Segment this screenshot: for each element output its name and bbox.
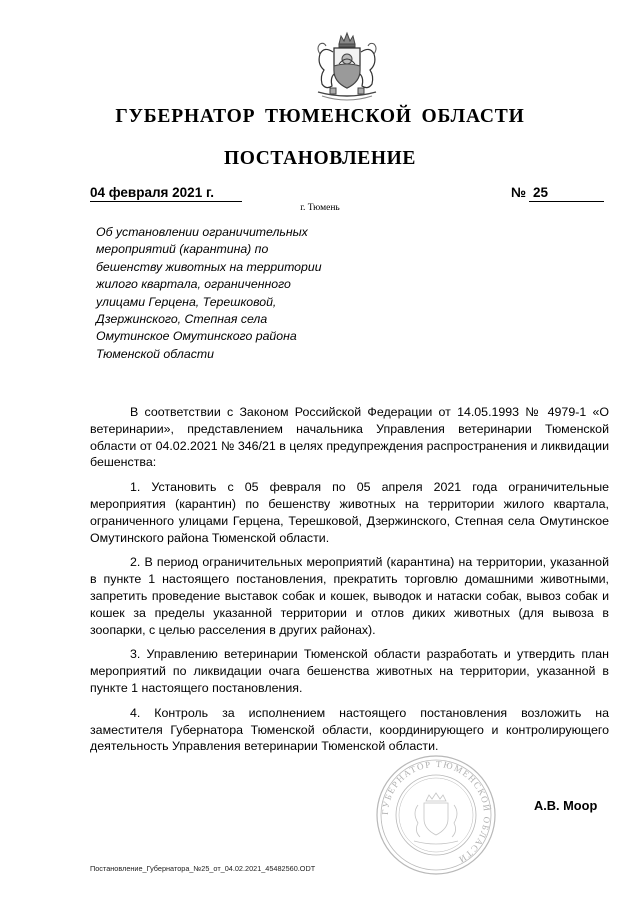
coat-of-arms-icon (306, 30, 388, 108)
document-date: 04 февраля 2021 г. (90, 184, 242, 202)
clause-paragraph-3: 3. Управлению ветеринарии Тюменской области разработать и утвердить план мероприятий по ликвидации очага бешенства животных на территории, указанной в пункте 1 настоящего постановления. (90, 647, 609, 695)
issue-city: г. Тюмень (300, 203, 340, 213)
document-number (511, 184, 604, 201)
subject-line: бешенству животных на территории (96, 259, 322, 274)
official-seal-icon (374, 753, 498, 877)
subject-line: Тюменской области (96, 346, 214, 361)
document-body (90, 404, 609, 755)
number-sign: № (511, 185, 527, 200)
number-value: 25 (529, 184, 604, 202)
subject-line: улицами Герцена, Терешковой, (96, 294, 277, 309)
document-subject (96, 224, 386, 363)
subject-line: мероприятий (карантина) по (96, 242, 269, 257)
authority-title: ГУБЕРНАТОР ТЮМЕНСКОЙ ОБЛАСТИ (115, 106, 525, 127)
seal-ring-text: ГУБЕРНАТОР ТЮМЕНСКОЙ ОБЛАСТИ (379, 758, 493, 866)
subject-line: Об установлении ограничительных (96, 225, 308, 239)
file-name-footer: Постановление_Губернатора_№25_от_04.02.2021_45482560.ODT (90, 864, 316, 873)
subject-line: Омутинское Омутинского района (96, 329, 297, 344)
subject-line: жилого квартала, ограниченного (96, 277, 291, 292)
document-type-heading: ПОСТАНОВЛЕНИЕ (223, 148, 417, 169)
clause-paragraph-4: 4. Контроль за исполнением настоящего постановления возложить на заместителя Губернатора Тюменской области, координирующего и контролирующего деятельность Управления ветеринарии Тюменской области. (90, 705, 609, 754)
clause-paragraph-1: 1. Установить с 05 февраля по 05 апреля 2021 года ограничительные мероприятия (карантин) по бешенству животных на территории жилого квартала, ограниченного улицами Герцена, Терешковой, Дзержинского, Степная села Омутинское Омутинского района Тюменской области. (90, 480, 609, 545)
signatory-name: А.В. Моор (534, 798, 598, 813)
subject-line: Дзержинского, Степная села (96, 312, 268, 327)
clause-paragraph-2: 2. В период ограничительных мероприятий (карантина) на территории, указанной в пункте 1 настоящего постановления, прекратить торговлю домашними животными, запретить проведение выставок собак и кошек, выводок и натаски собак, вывоз собак и кошек за пределы указанной территории и отлов диких животных (для вывоза в зоопарки, с целью расселения в других районах). (90, 555, 609, 637)
preamble-paragraph: В соответствии с Законом Российской Федерации от 14.05.1993 № 4979-1 «О ветеринарии», представлением начальника Управления ветеринарии Тюменской области от 04.02.2021 № 346/21 в целях предупреждения распространения и ликвидации бешенства: (90, 405, 609, 470)
